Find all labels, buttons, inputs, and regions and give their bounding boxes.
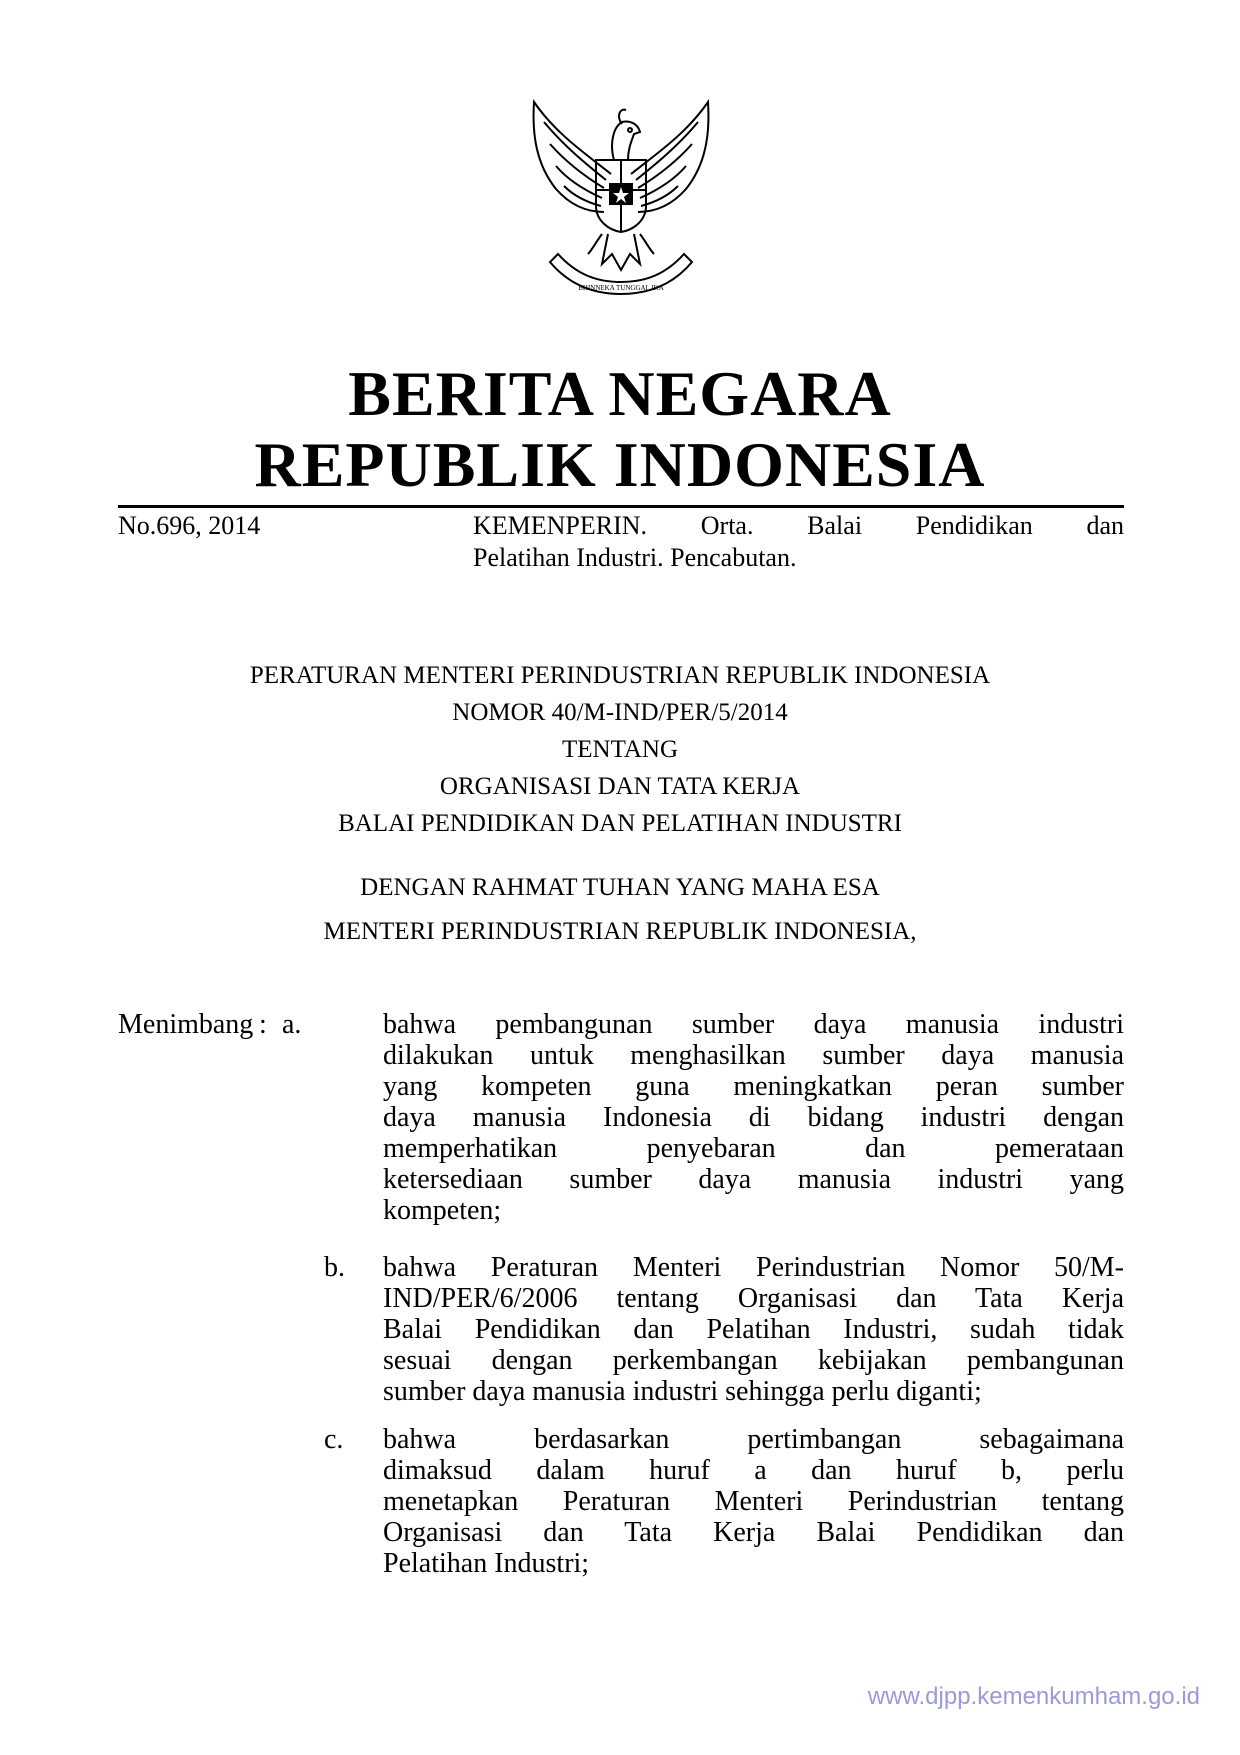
gazette-subject-line1: KEMENPERIN. Orta. Balai Pendidikan dan (473, 511, 1124, 540)
regulation-line1: PERATURAN MENTERI PERINDUSTRIAN REPUBLIK INDONESIA (249, 662, 991, 689)
emblem-motto: BHINNEKA TUNGGAL IKA (578, 284, 664, 292)
page-title-line2: REPUBLIK INDONESIA (254, 429, 986, 500)
title-divider (118, 505, 1124, 508)
item-text (383, 1424, 1124, 1579)
considering-colon: : (259, 1009, 267, 1040)
item-letter: c. (324, 1424, 344, 1455)
item-line: kompeten; (383, 1195, 502, 1226)
item-line: menetapkan Peraturan Menteri Perindustrian tentang (383, 1486, 1124, 1517)
regulation-line5: BALAI PENDIDIKAN DAN PELATIHAN INDUSTRI (338, 810, 902, 837)
preamble-line2: MENTERI PERINDUSTRIAN REPUBLIK INDONESIA, (323, 918, 917, 945)
considering-label-row (118, 1009, 267, 1041)
garuda-emblem-icon (516, 94, 726, 304)
preamble (0, 866, 1240, 954)
item-line: daya manusia Indonesia di bidang industri dengan (383, 1102, 1124, 1133)
item-line: Organisasi dan Tata Kerja Balai Pendidikan dan (383, 1517, 1124, 1548)
item-line: dimaksud dalam huruf a dan huruf b, perlu (383, 1455, 1124, 1486)
preamble-line1: DENGAN RAHMAT TUHAN YANG MAHA ESA (360, 874, 880, 901)
item-line: sumber daya manusia industri sehingga perlu diganti; (383, 1376, 982, 1407)
item-line: ketersediaan sumber daya manusia industri yang (383, 1164, 1124, 1195)
item-line: bahwa pembangunan sumber daya manusia industri (383, 1009, 1124, 1040)
item-line: dilakukan untuk menghasilkan sumber daya manusia (383, 1040, 1124, 1071)
item-line: bahwa Peraturan Menteri Perindustrian Nomor 50/M- (383, 1252, 1124, 1283)
regulation-line2: NOMOR 40/M-IND/PER/5/2014 (452, 699, 788, 726)
regulation-line3: TENTANG (561, 736, 679, 763)
item-line: bahwa berdasarkan pertimbangan sebagaimana (383, 1424, 1124, 1455)
gazette-number: No.696, 2014 (118, 511, 261, 540)
gazette-subject-line2: Pelatihan Industri. Pencabutan. (473, 543, 797, 572)
item-line: IND/PER/6/2006 tentang Organisasi dan Tata Kerja (383, 1283, 1124, 1314)
regulation-heading (0, 657, 1240, 842)
item-line: Pelatihan Industri; (383, 1548, 590, 1579)
regulation-line4: ORGANISASI DAN TATA KERJA (439, 773, 801, 800)
source-url-link[interactable]: www.djpp.kemenkumham.go.id (867, 1683, 1200, 1710)
item-line: sesuai dengan perkembangan kebijakan pembangunan (383, 1345, 1124, 1376)
considering-label: Menimbang (118, 1009, 254, 1040)
item-line: memperhatikan penyebaran dan pemerataan (383, 1133, 1124, 1164)
page-title-line1: BERITA NEGARA (348, 358, 892, 429)
item-letter: a. (282, 1009, 302, 1040)
item-text (383, 1009, 1124, 1226)
item-line: Balai Pendidikan dan Pelatihan Industri, sudah tidak (383, 1314, 1124, 1345)
gazette-subject (473, 510, 1124, 574)
item-line: yang kompeten guna meningkatkan peran sumber (383, 1071, 1124, 1102)
item-letter: b. (324, 1252, 345, 1283)
item-text (383, 1252, 1124, 1407)
